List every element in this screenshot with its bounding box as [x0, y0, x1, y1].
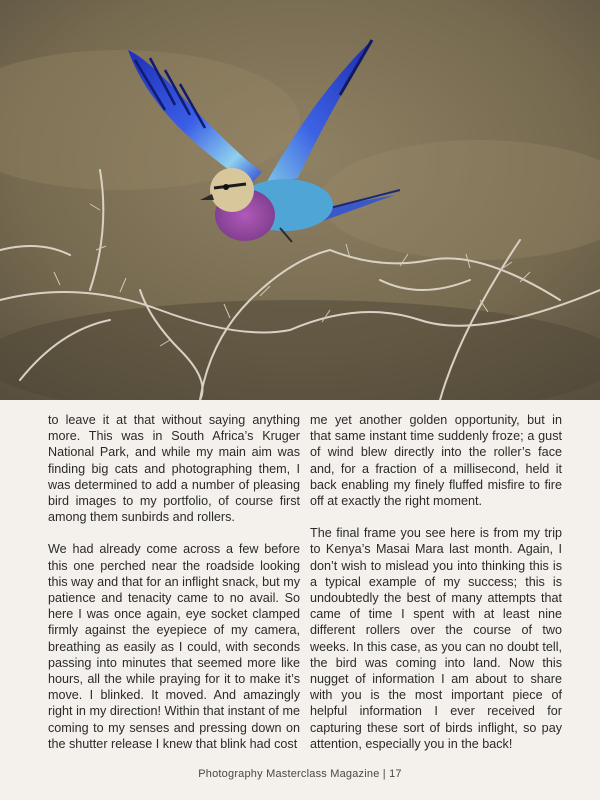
- article-column-right: [310, 412, 562, 768]
- paragraph: The final frame you see here is from my trip to Kenya’s Masai Mara last month. Again, I don’t wish to mislead you into thinking this is a typical example of my success; this is undoubtedly the best of many attempts that came of time I spent with at least nine different rollers over the course of two weeks. In this case, as you can no doubt tell, the bird was coming into land. Now this nugget of information I am about to share with you is the most important piece of helpful information I ever received for capturing these sort of birds inflight, so pay attention, especially you in the back!: [310, 526, 562, 751]
- paragraph: me yet another golden opportunity, but in that same instant time suddenly froze; a gust of wind blew directly into the roller’s face and, for a fraction of a millisecond, held it back enabling my finely fluffed misfire to fire off at exactly the right moment.: [310, 413, 562, 509]
- paragraph: We had already come across a few before this one perched near the roadside looking this way and that for an inflight snack, but my patience and tenacity came to no avail. So here I was once again, eye socket clamped firmly against the eyepiece of my camera, breathing as easily as I could, with seconds passing into minutes that seemed more like hours, all the while praying for it to make it’s move. I blinked. It moved. And amazingly right in my direction! Within that instant of me coming to my senses and pressing down on the shutter release I knew that blink had cost: [48, 542, 300, 751]
- article-column-left: [48, 412, 300, 768]
- page-footer: Photography Masterclass Magazine | 17: [198, 768, 402, 780]
- article-page: [0, 400, 600, 800]
- paragraph: to leave it at that without saying anything more. This was in South Africa’s Kruger National Park, and while my main aim was finding big cats and photographing them, I was determined to add a number of pleasing bird images to my portfolio, of course first among them sunbirds and rollers.: [48, 413, 300, 525]
